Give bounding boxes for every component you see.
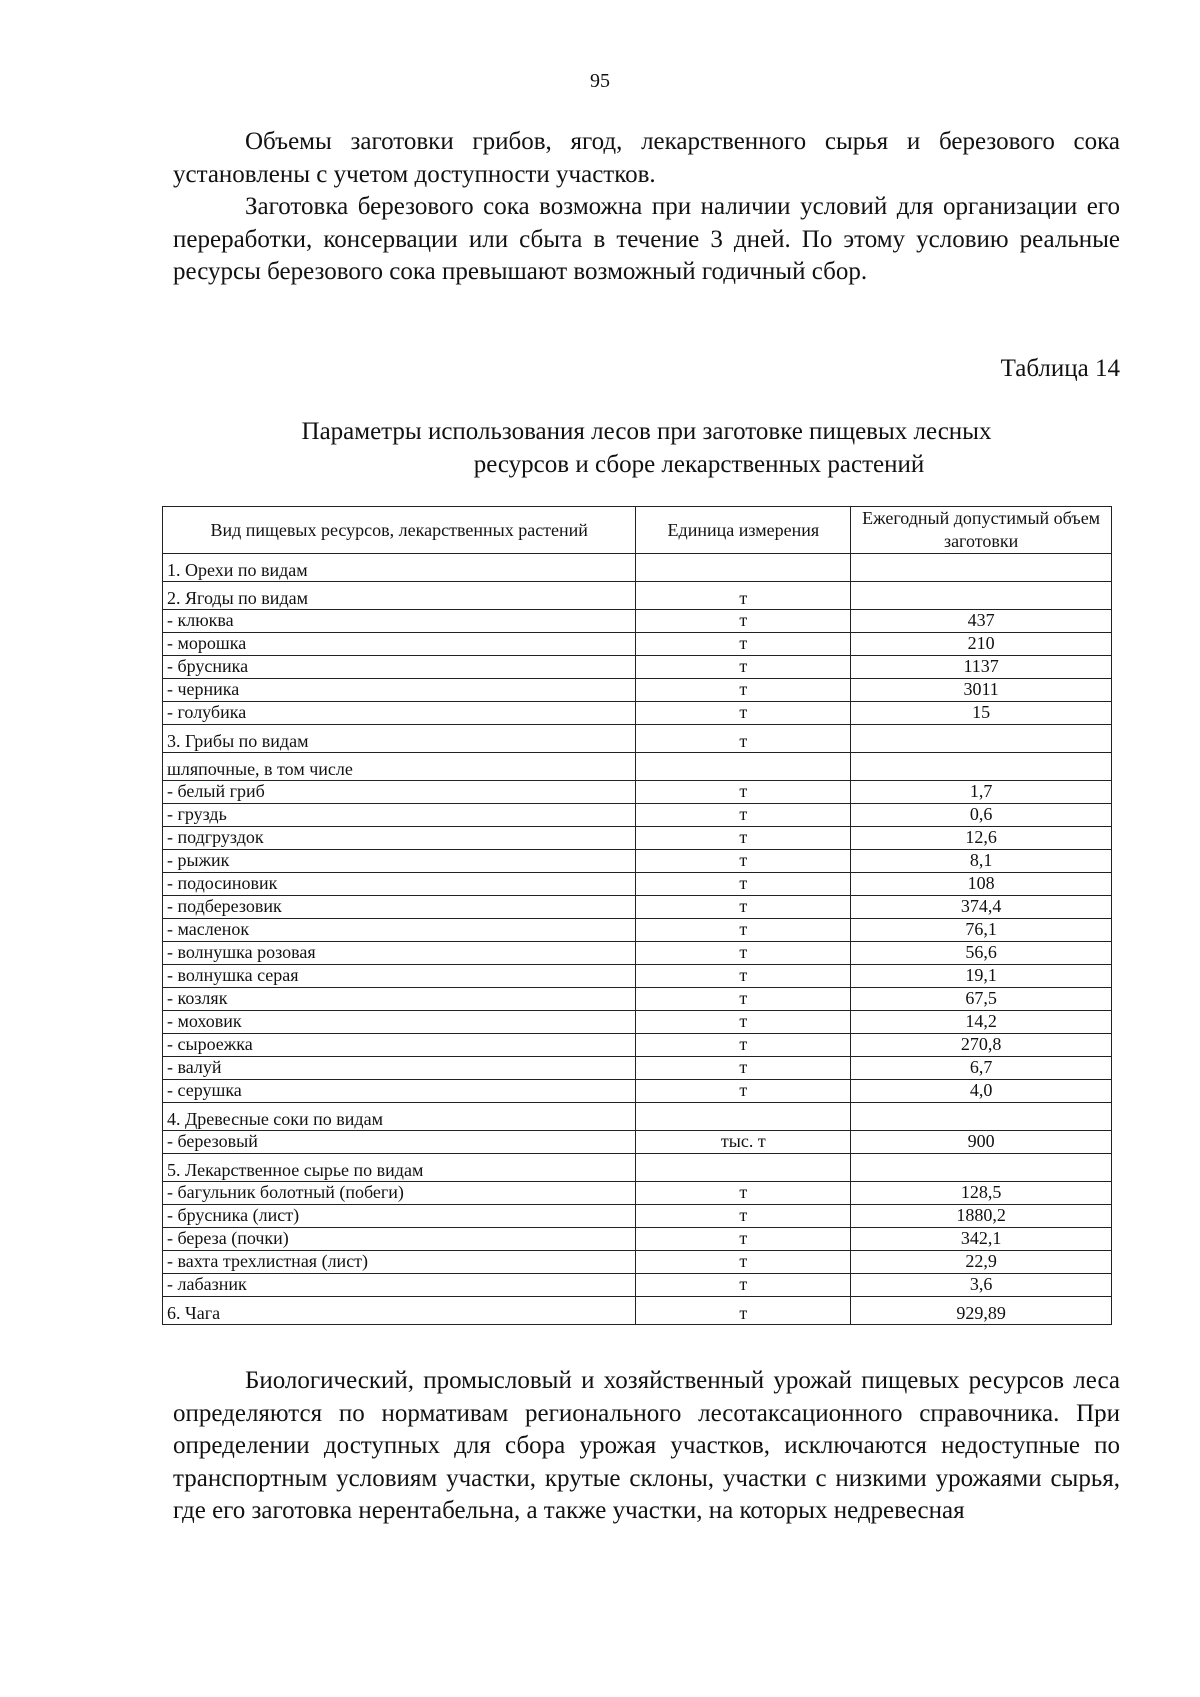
- row-value: 128,5: [851, 1182, 1112, 1205]
- row-value: [851, 1154, 1112, 1182]
- paragraph-intro: Объемы заготовки грибов, ягод, лекарственного сырья и березового сока установлены с учетом доступности участков.: [173, 128, 1120, 188]
- row-unit: т: [636, 827, 851, 850]
- row-name: 1. Орехи по видам: [163, 554, 636, 582]
- row-unit: т: [636, 850, 851, 873]
- row-name: - черника: [163, 679, 636, 702]
- table-row: [163, 1131, 1112, 1154]
- row-name: - морошка: [163, 633, 636, 656]
- row-unit: т: [636, 1251, 851, 1274]
- table-row: [163, 633, 1112, 656]
- row-value: 8,1: [851, 850, 1112, 873]
- table-row: [163, 725, 1112, 753]
- table-row: [163, 1228, 1112, 1251]
- table-row: [163, 804, 1112, 827]
- table-row: [163, 582, 1112, 610]
- header-unit: Единица измерения: [636, 507, 851, 554]
- row-value: 210: [851, 633, 1112, 656]
- row-unit: т: [636, 965, 851, 988]
- row-name: - брусника (лист): [163, 1205, 636, 1228]
- row-unit: т: [636, 1297, 851, 1325]
- row-value: 4,0: [851, 1080, 1112, 1103]
- row-unit: т: [636, 656, 851, 679]
- row-value: 108: [851, 873, 1112, 896]
- row-value: 14,2: [851, 1011, 1112, 1034]
- table-title: [173, 415, 1120, 481]
- row-value: 374,4: [851, 896, 1112, 919]
- row-name: - серушка: [163, 1080, 636, 1103]
- row-value: 15: [851, 702, 1112, 725]
- table-row: [163, 850, 1112, 873]
- table-row: [163, 919, 1112, 942]
- header-resource-type: Вид пищевых ресурсов, лекарственных растений: [163, 507, 636, 554]
- row-unit: т: [636, 804, 851, 827]
- row-unit: [636, 554, 851, 582]
- row-unit: т: [636, 633, 851, 656]
- paragraph-harvest: Биологический, промысловый и хозяйственный урожай пищевых ресурсов леса определяются по нормативам регионального лесотаксационного справочника. При определении доступных для сбора урожая участков, исключаются недоступные по транспортным условиям участки, крутые склоны, участки с низкими урожаями сырья, где его заготовка нерентабельна, а также участки, на которых недревесная: [173, 1367, 1120, 1525]
- row-name: 3. Грибы по видам: [163, 725, 636, 753]
- table-row: [163, 610, 1112, 633]
- table-row: [163, 1011, 1112, 1034]
- table-row: [163, 1182, 1112, 1205]
- table-row: [163, 656, 1112, 679]
- row-value: 3011: [851, 679, 1112, 702]
- row-unit: т: [636, 896, 851, 919]
- row-unit: [636, 753, 851, 781]
- row-unit: т: [636, 1205, 851, 1228]
- table-row: [163, 1057, 1112, 1080]
- row-name: - козляк: [163, 988, 636, 1011]
- table-label: Таблица 14: [1000, 355, 1120, 382]
- row-name: 4. Древесные соки по видам: [163, 1103, 636, 1131]
- row-value: 67,5: [851, 988, 1112, 1011]
- row-name: - брусника: [163, 656, 636, 679]
- row-value: 270,8: [851, 1034, 1112, 1057]
- row-value: 1137: [851, 656, 1112, 679]
- row-value: 929,89: [851, 1297, 1112, 1325]
- row-unit: т: [636, 1080, 851, 1103]
- row-name: - багульник болотный (побеги): [163, 1182, 636, 1205]
- row-name: - березовый: [163, 1131, 636, 1154]
- row-value: 76,1: [851, 919, 1112, 942]
- table-row: [163, 896, 1112, 919]
- table-row: [163, 753, 1112, 781]
- row-name: шляпочные, в том числе: [163, 753, 636, 781]
- row-name: - подгруздок: [163, 827, 636, 850]
- row-unit: [636, 1154, 851, 1182]
- row-unit: т: [636, 610, 851, 633]
- page-number: 95: [590, 70, 610, 92]
- row-value: 1880,2: [851, 1205, 1112, 1228]
- table-row: [163, 1154, 1112, 1182]
- row-unit: [636, 1103, 851, 1131]
- row-unit: т: [636, 919, 851, 942]
- row-unit: т: [636, 988, 851, 1011]
- row-value: 22,9: [851, 1251, 1112, 1274]
- row-name: - клюква: [163, 610, 636, 633]
- row-value: 56,6: [851, 942, 1112, 965]
- row-unit: т: [636, 702, 851, 725]
- row-value: [851, 725, 1112, 753]
- row-unit: т: [636, 582, 851, 610]
- table-row: [163, 702, 1112, 725]
- row-value: 342,1: [851, 1228, 1112, 1251]
- row-value: 19,1: [851, 965, 1112, 988]
- table-row: [163, 1103, 1112, 1131]
- row-value: 0,6: [851, 804, 1112, 827]
- row-name: 2. Ягоды по видам: [163, 582, 636, 610]
- row-unit: т: [636, 1274, 851, 1297]
- table-row: [163, 781, 1112, 804]
- row-name: - белый гриб: [163, 781, 636, 804]
- row-name: - подберезовик: [163, 896, 636, 919]
- row-unit: т: [636, 1182, 851, 1205]
- row-name: - груздь: [163, 804, 636, 827]
- table-row: [163, 942, 1112, 965]
- row-unit: т: [636, 1057, 851, 1080]
- table-row: [163, 1034, 1112, 1057]
- row-value: 1,7: [851, 781, 1112, 804]
- row-name: - волнушка розовая: [163, 942, 636, 965]
- row-unit: т: [636, 1011, 851, 1034]
- row-value: [851, 582, 1112, 610]
- row-unit: т: [636, 781, 851, 804]
- row-unit: т: [636, 942, 851, 965]
- row-value: 900: [851, 1131, 1112, 1154]
- table-row: [163, 988, 1112, 1011]
- row-value: [851, 1103, 1112, 1131]
- paragraph-birch-sap: Заготовка березового сока возможна при наличии условий для организации его переработки, консервации или сбыта в течение 3 дней. По этому условию реальные ресурсы березового сока превышают возможный годичный сбор.: [173, 193, 1120, 286]
- row-name: - береза (почки): [163, 1228, 636, 1251]
- row-unit: т: [636, 1034, 851, 1057]
- table-title-line1: Параметры использования лесов при заготовке пищевых лесных: [301, 418, 992, 445]
- row-name: - голубика: [163, 702, 636, 725]
- row-unit: т: [636, 725, 851, 753]
- table-header-row: [163, 507, 1112, 554]
- table-row: [163, 873, 1112, 896]
- table-row: [163, 965, 1112, 988]
- row-name: - сыроежка: [163, 1034, 636, 1057]
- row-unit: тыс. т: [636, 1131, 851, 1154]
- row-name: - волнушка серая: [163, 965, 636, 988]
- table-row: [163, 1274, 1112, 1297]
- table-row: [163, 1297, 1112, 1325]
- row-unit: т: [636, 1228, 851, 1251]
- table-row: [163, 1080, 1112, 1103]
- resources-table: [162, 506, 1112, 1325]
- table-row: [163, 554, 1112, 582]
- row-name: - масленок: [163, 919, 636, 942]
- row-name: - валуй: [163, 1057, 636, 1080]
- row-name: - моховик: [163, 1011, 636, 1034]
- table-row: [163, 1205, 1112, 1228]
- row-name: - подосиновик: [163, 873, 636, 896]
- row-value: 437: [851, 610, 1112, 633]
- table-row: [163, 679, 1112, 702]
- row-value: [851, 753, 1112, 781]
- row-unit: т: [636, 873, 851, 896]
- header-annual-volume: Ежегодный допустимый объем заготовки: [851, 507, 1112, 554]
- row-name: 5. Лекарственное сырье по видам: [163, 1154, 636, 1182]
- row-name: 6. Чага: [163, 1297, 636, 1325]
- row-value: 12,6: [851, 827, 1112, 850]
- row-value: 3,6: [851, 1274, 1112, 1297]
- row-value: 6,7: [851, 1057, 1112, 1080]
- row-unit: т: [636, 679, 851, 702]
- row-name: - рыжик: [163, 850, 636, 873]
- table-row: [163, 1251, 1112, 1274]
- row-value: [851, 554, 1112, 582]
- row-name: - вахта трехлистная (лист): [163, 1251, 636, 1274]
- table-title-line2: ресурсов и сборе лекарственных растений: [473, 451, 925, 478]
- table-row: [163, 827, 1112, 850]
- row-name: - лабазник: [163, 1274, 636, 1297]
